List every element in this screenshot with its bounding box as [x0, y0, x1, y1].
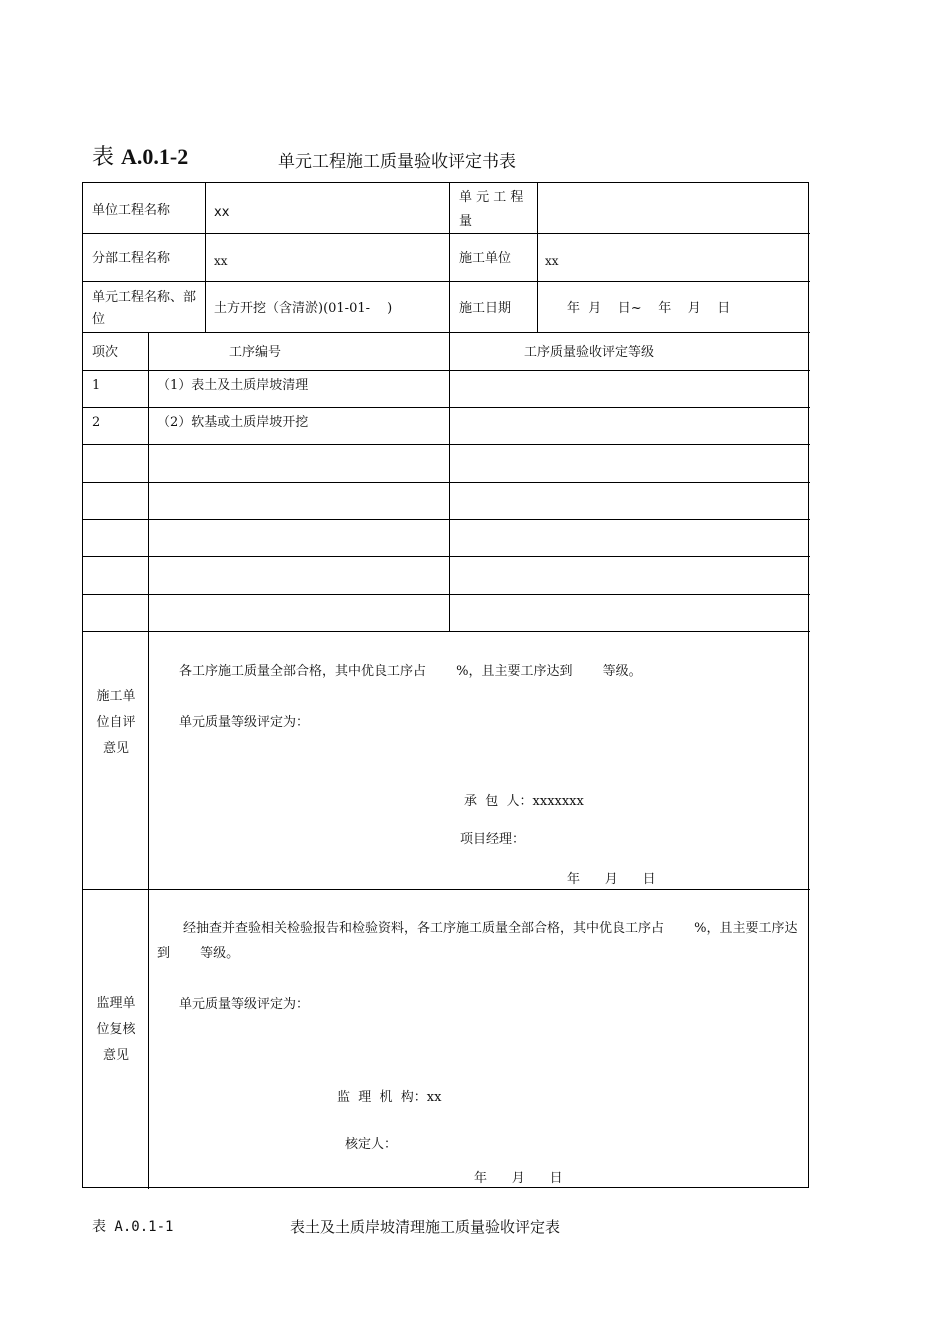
self-eval-date[interactable]: 年 月 日 — [567, 872, 656, 887]
self-eval-grade-line[interactable]: 单元质量等级评定为： — [179, 715, 310, 730]
element-name-value[interactable]: 土方开挖（含清淤)(01-01- ) — [214, 301, 393, 316]
evaluation-form — [82, 182, 809, 1188]
form-code — [92, 140, 188, 171]
row-divider — [83, 332, 810, 333]
col-divider — [537, 183, 538, 332]
form-code-prefix: 表 — [92, 145, 115, 170]
row-no: 1 — [92, 378, 101, 393]
col-header-grade: 工序质量验收评定等级 — [524, 345, 655, 360]
unit-project-label: 单位工程名称 — [92, 203, 171, 218]
row-divider — [83, 444, 810, 445]
contractor-signature[interactable]: 承 包 人：xxxxxxx — [464, 794, 584, 809]
row-no: 2 — [92, 415, 101, 430]
row-divider — [83, 594, 810, 595]
row-process: （2）软基或土质岸坡开挖 — [157, 415, 309, 430]
date-label: 施工日期 — [459, 301, 512, 316]
row-divider — [83, 519, 810, 520]
self-eval-label: 施工单位自评意见 — [96, 689, 136, 756]
row-divider — [83, 281, 810, 282]
supervision-label: 监理单位复核意见 — [96, 996, 136, 1063]
row-divider — [83, 889, 810, 890]
col-header-process: 工序编号 — [229, 345, 282, 360]
element-qty-label: 单 元 工 程 量 — [459, 190, 524, 229]
col-divider — [148, 332, 149, 1189]
row-divider — [83, 482, 810, 483]
self-eval-statement: 各工序施工质量全部合格，其中优良工序占 %，且主要工序达到 等级。 — [179, 664, 642, 679]
row-divider — [83, 407, 810, 408]
division-label: 分部工程名称 — [92, 251, 171, 266]
project-manager-signature[interactable]: 项目经理： — [460, 832, 526, 847]
checker-signature[interactable]: 核定人： — [345, 1137, 398, 1152]
form-title: 单元工程施工质量验收评定书表 — [278, 152, 516, 172]
form-code-number: A.0.1-2 — [121, 144, 189, 169]
row-divider — [83, 370, 810, 371]
unit-project-value[interactable]: xx — [214, 205, 230, 220]
col-divider — [449, 183, 450, 332]
col-divider — [205, 183, 206, 332]
date-value[interactable]: 年 月 日~ 年 月 日 — [567, 301, 731, 316]
element-name-label: 单元工程名称、部位 — [92, 290, 197, 327]
row-divider — [83, 556, 810, 557]
division-value[interactable]: xx — [214, 254, 228, 268]
next-form-code: 表 A.0.1-1 — [92, 1219, 174, 1235]
supervision-grade-line[interactable]: 单元质量等级评定为： — [179, 997, 310, 1012]
supervision-agency[interactable]: 监 理 机 构：xx — [337, 1090, 442, 1105]
col-header-no: 项次 — [92, 345, 119, 360]
contractor-label: 施工单位 — [459, 251, 512, 266]
row-divider — [83, 233, 810, 234]
row-process: （1）表土及土质岸坡清理 — [157, 378, 309, 393]
supervision-date[interactable]: 年 月 日 — [474, 1171, 563, 1186]
contractor-value[interactable]: xx — [545, 254, 559, 268]
col-divider — [449, 332, 450, 631]
next-form-title: 表土及土质岸坡清理施工质量验收评定表 — [290, 1218, 561, 1236]
row-divider — [83, 631, 810, 632]
supervision-statement: 经抽查并查验相关检验报告和检验资料，各工序施工质量全部合格，其中优良工序占 %，且主要工序达到 等级。 — [157, 921, 798, 961]
